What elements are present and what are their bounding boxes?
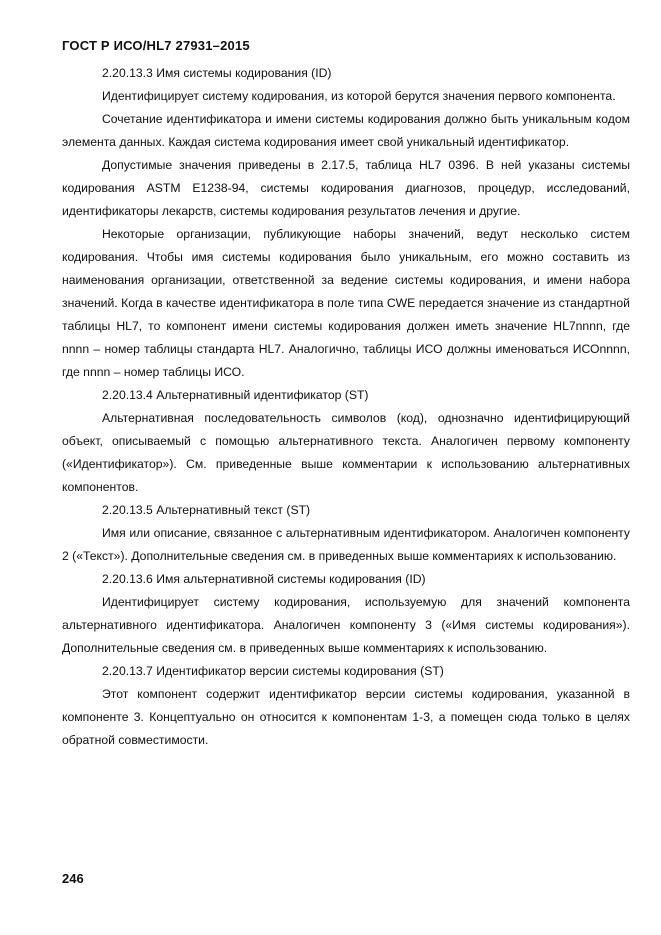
body-paragraph: Идентифицирует систему кодирования, используемую для значений компонента альтернативного идентификатора. Аналогичен компоненту 3 («Имя системы кодирования»). Дополнительные сведения см. в приведенных выше комментариях к использованию.: [62, 595, 630, 655]
document-body: [62, 62, 630, 752]
section-heading-2-20-13-5: 2.20.13.5 Альтернативный текст (ST): [102, 503, 311, 517]
body-paragraph: Сочетание идентификатора и имени системы кодирования должно быть уникальным кодом элемента данных. Каждая система кодирования имеет свой уникальный идентификатор.: [62, 112, 630, 149]
section-heading-2-20-13-3: 2.20.13.3 Имя системы кодирования (ID): [102, 66, 332, 80]
section-heading-2-20-13-6: 2.20.13.6 Имя альтернативной системы кодирования (ID): [102, 572, 426, 586]
body-paragraph: Допустимые значения приведены в 2.17.5, таблица HL7 0396. В ней указаны системы кодирования ASTM E1238-94, системы кодирования диагнозов, процедур, исследований, идентификаторы лекарств, системы кодирования результатов лечения и другие.: [62, 158, 630, 218]
page-number: 246: [62, 871, 84, 886]
body-paragraph: Имя или описание, связанное с альтернативным идентификатором. Аналогичен компоненту 2 («Текст»). Дополнительные сведения см. в приведенных выше комментариях к использованию.: [62, 526, 630, 563]
body-paragraph: Идентифицирует систему кодирования, из которой берутся значения первого компонента.: [102, 89, 616, 103]
body-paragraph: Некоторые организации, публикующие наборы значений, ведут несколько систем кодирования. Чтобы имя системы кодирования было уникальным, его можно составить из наименования организации, ответственной за ведение системы кодирования, и имени набора значений. Когда в качестве идентификатора в поле типа CWE передается значение из стандартной таблицы HL7, то компонент имени системы кодирования должен иметь значение HL7nnnn, где nnnn – номер таблицы стандарта HL7. Аналогично, таблицы ИСО должны именоваться ИСОnnnn, где nnnn – номер таблицы ИСО.: [62, 227, 630, 379]
section-heading-2-20-13-4: 2.20.13.4 Альтернативный идентификатор (ST): [102, 388, 369, 402]
document-header: ГОСТ Р ИСО/HL7 27931–2015: [62, 38, 250, 53]
body-paragraph: Этот компонент содержит идентификатор версии системы кодирования, указанной в компоненте 3. Концептуально он относится к компонентам 1-3, а помещен сюда только в целях обратной совместимости.: [62, 687, 630, 747]
section-heading-2-20-13-7: 2.20.13.7 Идентификатор версии системы кодирования (ST): [102, 664, 444, 678]
body-paragraph: Альтернативная последовательность символов (код), однозначно идентифицирующий объект, описываемый с помощью альтернативного текста. Аналогичен первому компоненту («Идентификатор»). См. приведенные выше комментарии к использованию альтернативных компонентов.: [62, 411, 630, 494]
